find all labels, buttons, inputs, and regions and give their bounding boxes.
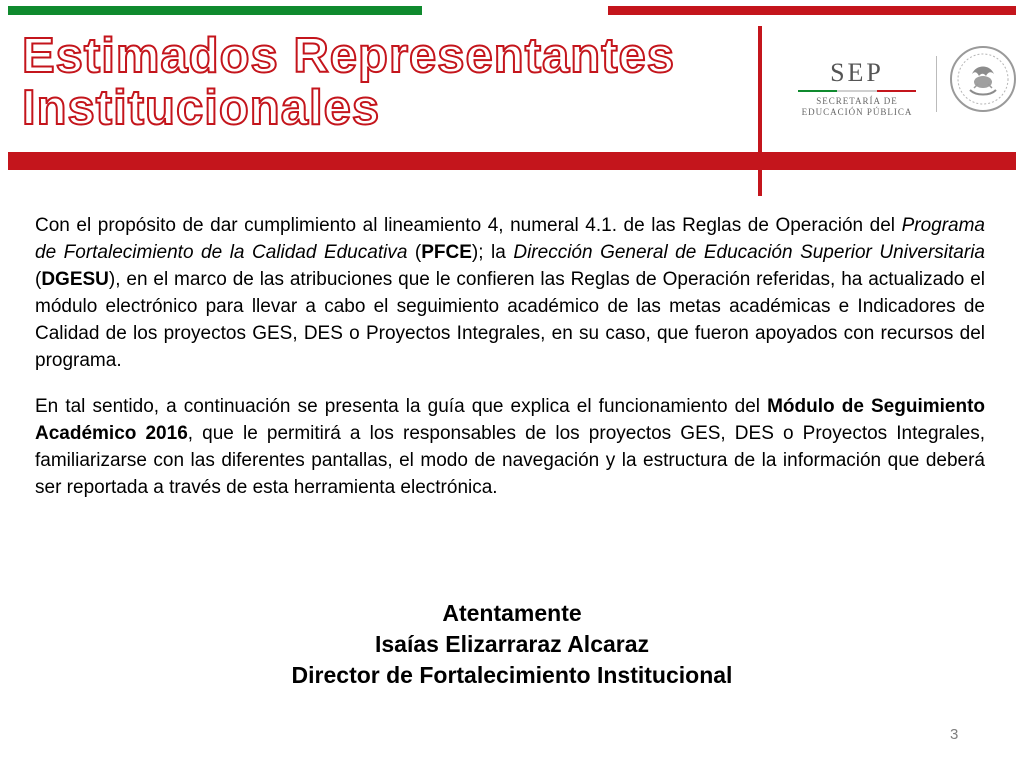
p1-text-4: ( [35,269,42,290]
logo-divider [936,56,937,112]
title-line-1: Estimados Representantes [22,29,676,83]
message-body [35,212,985,501]
module-name: Módulo de Seguimiento Académico 2016 [35,396,985,444]
program-name: Programa de Fortalecimiento de la Calidad Educativa [35,215,985,263]
p1-text-3: ); la [471,242,514,263]
title-red-band [8,152,1016,170]
title-line-2: Institucionales [22,81,381,135]
p1-text-5: ), en el marco de las atribuciones que le confieren las Reglas de Operación referidas, ha actualizado el módulo electrónico para llevar a cabo el seguimiento académico de las metas académicas e Indicadores de Calidad de los proyectos GES, DES o Proyectos Integrales, en su caso, que fueron apoyados con recursos del programa. [35,269,985,371]
p1-text-1: Con el propósito de dar cumplimiento al lineamiento 4, numeral 4.1. de las Reglas de Operación del [35,215,902,236]
page-number: 3 [950,726,959,743]
p2-text-2: , que le permitirá a los responsables de los proyectos GES, DES o Proyectos Integrales, familiarizarse con las diferentes pantallas, el modo de navegación y la estructura de la información que deberá ser reportada a través de esta herramienta electrónica. [35,423,985,498]
signature-block [0,598,1024,691]
page-title [22,30,675,134]
p2-text-1: En tal sentido, a continuación se presenta la guía que explica el funcionamiento del [35,396,768,417]
header-vertical-divider [758,26,762,196]
top-green-bar [8,6,422,15]
sep-logo [792,58,922,128]
national-seal-icon [948,44,1018,114]
signer-position: Director de Fortalecimiento Institucional [291,662,733,688]
p1-text-2: ( [407,242,422,263]
paragraph-2 [35,393,985,501]
directorate-name: Dirección General de Educación Superior Universitaria [513,242,985,263]
sep-logo-tricolor-rule [798,90,916,92]
sep-logo-subtitle-2: EDUCACIÓN PÚBLICA [801,107,913,117]
sep-logo-acronym: SEP [830,58,884,87]
sep-logo-subtitle-1: SECRETARÍA DE [816,96,898,106]
top-red-bar [608,6,1016,15]
pfce-acronym: PFCE [421,242,472,263]
dgesu-acronym: DGESU [41,269,109,290]
signer-name: Isaías Elizarraraz Alcaraz [374,631,650,657]
closing-line: Atentamente [442,600,582,626]
paragraph-1 [35,212,985,374]
